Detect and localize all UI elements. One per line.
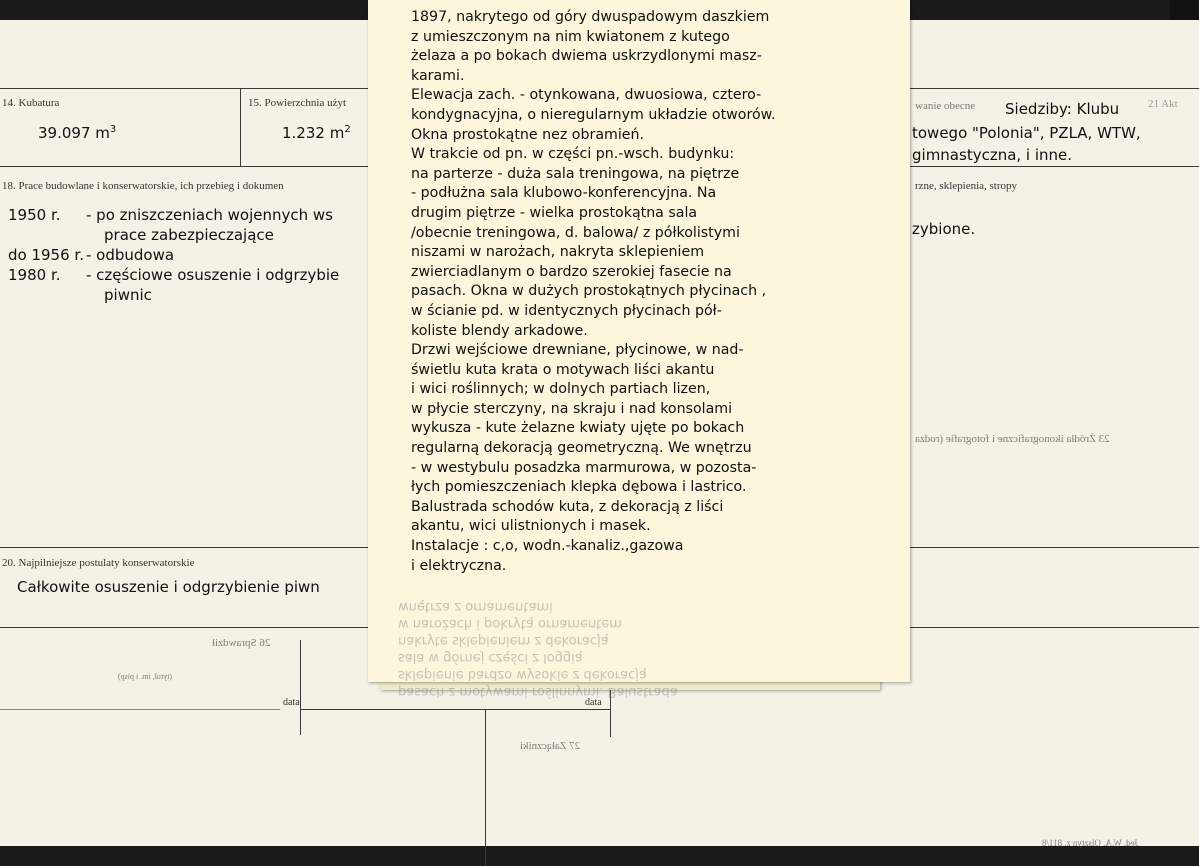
scan-edge-strip xyxy=(1170,0,1199,20)
typed-line: Instalacje : c,o, wodn.-kanaliz.,gazowa xyxy=(411,538,684,555)
rule-sign xyxy=(300,709,610,710)
typed-line: - w westybulu posadzka marmurowa, w pozosta- xyxy=(411,459,757,476)
divider-sign xyxy=(300,640,301,735)
field-20-value: Całkowite osuszenie i odgrzybienie piwn xyxy=(17,578,320,596)
show-through-text xyxy=(398,598,858,700)
typed-line: niszami w narożach, nakryta sklepieniem xyxy=(411,244,705,261)
typed-line: /obecnie treningowa, d. balowa/ z półkolistymi xyxy=(411,224,740,241)
ghost-line: w narożach i pokrytą ornamentem xyxy=(398,616,622,631)
typed-line: i elektryczna. xyxy=(411,557,507,574)
printer-note-mirrored: Jed. W.A. Olsztyn z. 811/8 xyxy=(1042,838,1139,848)
field-18-label: 18. Prace budowlane i konserwatorskie, ich przebieg i dokumen xyxy=(2,180,284,192)
divider-annex xyxy=(485,710,486,866)
area-unit-exponent: 2 xyxy=(344,124,351,135)
typed-line: Elewacja zach. - otynkowana, dwuosiowa, cztero- xyxy=(411,87,762,104)
field-15-label: 15. Powierzchnia użyt xyxy=(248,97,347,109)
date-label-1: data xyxy=(283,697,300,708)
typed-line: w ścianie pd. w identycznych płycinach pół- xyxy=(411,302,722,319)
typed-line: na parterze - duża sala treningowa, na piętrze xyxy=(411,165,740,182)
typed-line: Okna prostokątne nez obramień. xyxy=(411,126,645,143)
typed-line: kondygnacyjna, o nieregularnym układzie otworów. xyxy=(411,106,776,123)
field-23-mirrored: 23 Źródła ikonograficzne i fotografie (rodza xyxy=(915,433,1110,445)
typed-line: wykusza - kute żelazne kwiaty ujęte po bokach xyxy=(411,420,745,437)
ghost-line: nakryte sklepieniem z dekoracją xyxy=(398,633,609,648)
field-right-value: zybione. xyxy=(912,220,976,238)
typed-line: drugim piętrze - wielka prostokątna sala xyxy=(411,204,698,221)
volume-unit-exponent: 3 xyxy=(109,124,117,135)
typed-line: akantu, wici ulistnionych i masek. xyxy=(411,518,651,535)
typed-line: z umieszczonym na nim kwiatonem z kutego xyxy=(411,28,730,45)
field-20-label: 20. Najpilniejsze postulaty konserwatorskie xyxy=(2,557,195,569)
field-right-label: rzne, sklepienia, stropy xyxy=(915,180,1018,192)
typed-line: - podłużna sala klubowo-konferencyjna. Na xyxy=(411,185,717,202)
ghost-line: wnętrza z ornamentami xyxy=(398,599,553,614)
typed-line: łych pomieszczeniach klepka dębowa i lastrico. xyxy=(411,479,747,496)
typed-line: w płycie sterczyny, na skraju i nad konsolami xyxy=(411,400,733,417)
works-year-2: do 1956 r. xyxy=(8,246,84,264)
typed-line: i wici roślinnych; w dolnych partiach lizen, xyxy=(411,381,711,398)
rule-data xyxy=(0,709,280,710)
works-text-2: - odbudowa xyxy=(86,246,175,264)
signature-hint-mirrored: (tytuł, im. i pisp) xyxy=(118,672,172,681)
volume-value: 39.097 m xyxy=(38,124,110,142)
typed-line: 1897, nakrytego od góry dwuspadowym daszkiem xyxy=(411,9,770,25)
typed-line: Drzwi wejściowe drewniane, płycinowe, w nad- xyxy=(411,342,744,359)
typed-line: regularną dekoracją geometryczną. We wnętrzu xyxy=(411,440,752,457)
field-21-line-1: Siedziby: Klubu xyxy=(1005,100,1120,118)
typed-line: Balustrada schodów kuta, z dekoracją z liści xyxy=(411,498,724,515)
works-cont-1: prace zabezpieczające xyxy=(104,226,274,244)
field-15-value xyxy=(282,124,351,142)
field-21-label: wanie obecne xyxy=(915,100,976,112)
ghost-line: sklepienie bardzo wysokie z dekoracją xyxy=(398,667,647,682)
typed-description xyxy=(411,8,871,576)
typed-line: żelaza a po bokach dwiema uskrzydlonymi masz- xyxy=(411,48,762,65)
date-label-2: data xyxy=(585,697,602,708)
field-26-mirrored: 26 Sprawdził xyxy=(212,637,271,649)
ghost-line: sala w górnej części z loggią xyxy=(398,650,583,665)
typed-line: świetlu kuta krata o motywach liści akantu xyxy=(411,361,715,378)
field-14-value xyxy=(38,124,116,142)
field-21-line-2: towego "Polonia", PZLA, WTW, xyxy=(912,124,1141,142)
works-year-1: 1950 r. xyxy=(8,206,61,224)
typed-line: karami. xyxy=(411,67,465,84)
works-year-3: 1980 r. xyxy=(8,266,61,284)
ghost-line: pasach z motywami roślinnymi. Balustrada xyxy=(398,684,678,699)
typed-line: zwierciadlanym o bardzo szerokiej fasecie na xyxy=(411,263,732,280)
field-14-label: 14. Kubatura xyxy=(2,97,60,109)
works-cont-3: piwnic xyxy=(104,286,152,304)
typed-line: koliste blendy arkadowe. xyxy=(411,322,588,339)
typed-line: W trakcie od pn. w części pn.-wsch. budynku: xyxy=(411,146,735,163)
field-21-line-3: gimnastyczna, i inne. xyxy=(912,146,1073,164)
divider-14-15 xyxy=(240,88,241,166)
field-21-number: 21 Akt xyxy=(1148,98,1178,110)
field-27-mirrored: 27 Załączniki xyxy=(520,740,581,752)
typed-line: pasach. Okna w dużych prostokątnych płycinach , xyxy=(411,283,767,300)
works-text-3: - częściowe osuszenie i odgrzybie xyxy=(86,266,340,284)
works-text-1: - po zniszczeniach wojennych ws xyxy=(86,206,333,224)
area-value: 1.232 m xyxy=(282,124,345,142)
